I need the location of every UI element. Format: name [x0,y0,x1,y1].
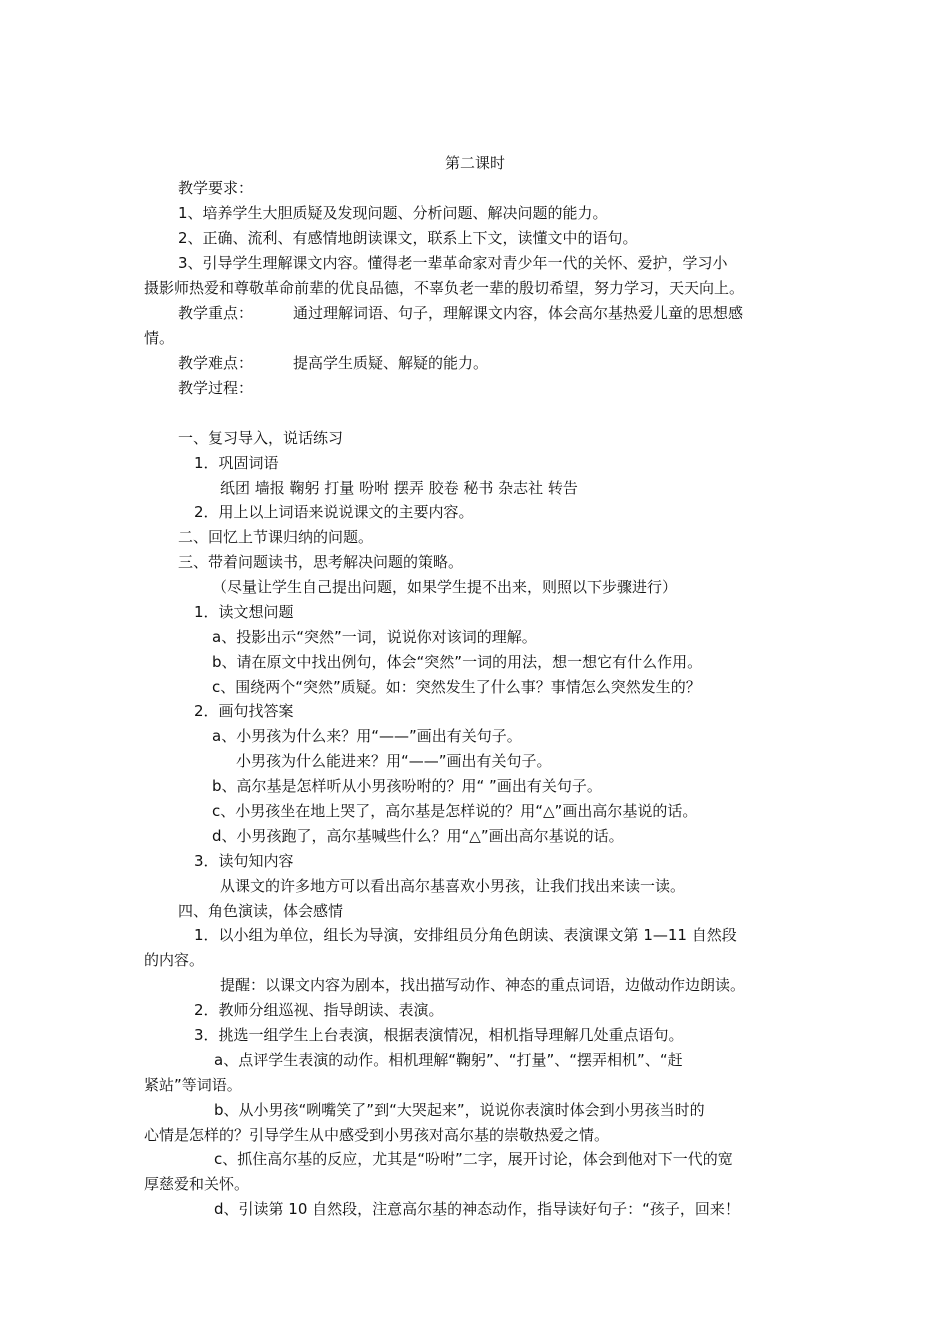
section-1-item-1: 1．巩固词语 [194,454,279,472]
vocabulary-words: 纸团 墙报 鞠躬 打量 吩咐 摆弄 胶卷 秘书 杂志社 转告 [220,479,578,497]
requirement-1: 1、培养学生大胆质疑及发现问题、分析问题、解决问题的能力。 [178,204,608,222]
key-points-text: 通过理解词语、句子，理解课文内容，体会高尔基热爱儿童的思想感 [293,304,744,322]
section-3-heading: 三、带着问题读书，思考解决问题的策略。 [178,553,464,571]
section-4-item-3d: d、引读第 10 自然段，注意高尔基的神态动作，指导读好句子：“孩子，回来！ [214,1200,740,1218]
section-4-item-3a-line-2: 紧站”等词语。 [144,1076,242,1094]
section-3-item-1: 1．读文想问题 [194,603,294,621]
key-points-label: 教学重点： [178,304,254,322]
section-4-item-1-line-1: 1．以小组为单位，组长为导演，安排组员分角色朗读、表演课文第 1—11 自然段 [194,926,737,944]
key-points [178,303,743,323]
section-3-item-3-text: 从课文的许多地方可以看出高尔基喜欢小男孩，让我们找出来读一读。 [220,877,686,895]
section-4-item-3b-line-2: 心情是怎样的？引导学生从中感受到小男孩对高尔基的崇敬热爱之情。 [144,1126,610,1144]
requirement-3-line-2: 摄影师热爱和尊敬革命前辈的优良品德，不辜负老一辈的殷切希望，努力学习，天天向上。 [144,279,745,297]
section-4-item-3b-line-1: b、从小男孩“咧嘴笑了”到“大哭起来”，说说你表演时体会到小男孩当时的 [214,1101,705,1119]
section-1-item-2: 2．用上以上词语来说说课文的主要内容。 [194,503,474,521]
section-4-heading: 四、角色演读，体会感情 [178,902,344,920]
section-3-item-1c: c、围绕两个“突然”质疑。如：突然发生了什么事？事情怎么突然发生的？ [212,678,701,696]
page-title: 第二课时 [444,154,505,172]
section-3-item-2a-2: 小男孩为什么能进来？用“——”画出有关句子。 [236,752,552,770]
section-3-item-3: 3．读句知内容 [194,852,294,870]
section-1-heading: 一、复习导入，说话练习 [178,429,344,447]
section-2-heading: 二、回忆上节课归纳的问题。 [178,528,374,546]
process-label: 教学过程： [178,379,254,397]
section-4-item-3c-line-1: c、抓住高尔基的反应，尤其是“吩咐”二字，展开讨论，体会到他对下一代的宽 [214,1150,733,1168]
section-4-item-3: 3．挑选一组学生上台表演，根据表演情况，相机指导理解几处重点语句。 [194,1026,684,1044]
section-4-item-3c-line-2: 厚慈爱和关怀。 [144,1175,250,1193]
section-3-item-2a: a、小男孩为什么来？用“——”画出有关句子。 [212,727,522,745]
section-4-item-2: 2．教师分组巡视、指导朗读、表演。 [194,1001,444,1019]
requirements-label: 教学要求： [178,179,254,197]
difficulty-text: 提高学生质疑、解疑的能力。 [293,354,489,372]
section-4-tip: 提醒：以课文内容为剧本，找出描写动作、神态的重点词语，边做动作边朗读。 [220,976,746,994]
section-4-item-3a-line-1: a、点评学生表演的动作。相机理解“鞠躬”、“打量”、“摆弄相机”、“赶 [214,1051,683,1069]
difficulty [178,353,488,373]
section-3-item-2d: d、小男孩跑了，高尔基喊些什么？用“△”画出高尔基说的话。 [212,827,624,845]
requirement-2: 2、正确、流利、有感情地朗读课文，联系上下文，读懂文中的语句。 [178,229,638,247]
difficulty-label: 教学难点： [178,354,254,372]
key-points-line-2: 情。 [144,329,175,347]
section-3-note: （尽量让学生自己提出问题，如果学生提不出来，则照以下步骤进行） [212,578,678,596]
requirement-3-line-1: 3、引导学生理解课文内容。懂得老一辈革命家对青少年一代的关怀、爱护，学习小 [178,254,728,272]
section-3-item-2b: b、高尔基是怎样听从小男孩吩咐的？用“ ”画出有关句子。 [212,777,602,795]
section-3-item-2: 2．画句找答案 [194,702,294,720]
section-4-item-1-line-2: 的内容。 [144,951,205,969]
section-3-item-1a: a、投影出示“突然”一词，说说你对该词的理解。 [212,628,537,646]
section-3-item-1b: b、请在原文中找出例句，体会“突然”一词的用法，想一想它有什么作用。 [212,653,703,671]
section-3-item-2c: c、小男孩坐在地上哭了，高尔基是怎样说的？用“△”画出高尔基说的话。 [212,802,698,820]
